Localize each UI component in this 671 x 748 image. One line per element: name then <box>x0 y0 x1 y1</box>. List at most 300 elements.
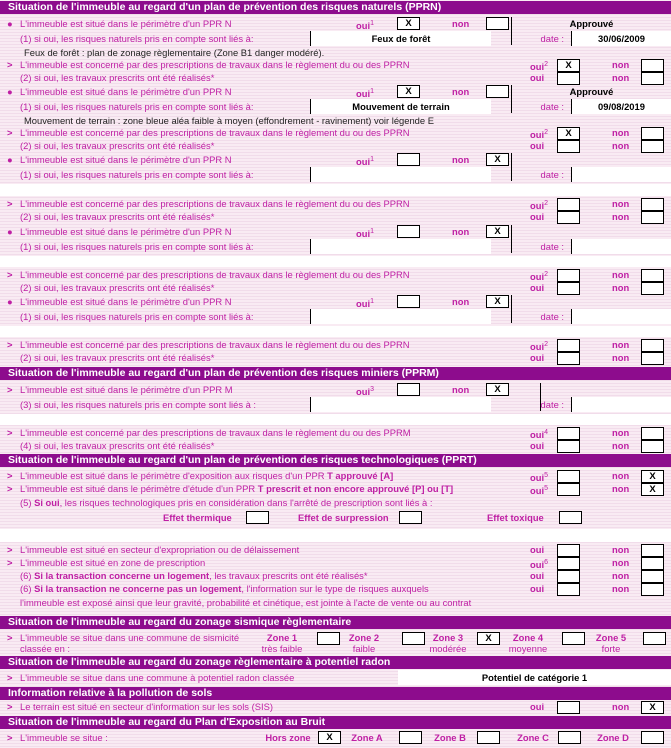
spacer <box>0 326 671 337</box>
pprn-presc-label: L'immeuble est concerné par des prescriptions de travaux dans le règlement du ou des PPRN <box>20 127 410 138</box>
checkbox-non[interactable]: X <box>486 295 509 308</box>
bruit-label: L'immeuble se situe : <box>20 732 108 743</box>
oui-label <box>356 383 374 398</box>
pprn-situe-label: L'immeuble est situé dans le périmètre d'un PPR N <box>20 18 232 29</box>
note-text: Feux de forêt : plan de zonage règlementaire (Zone B1 danger modéré). <box>24 47 325 58</box>
chevron-icon: > <box>7 384 13 395</box>
checkbox-non[interactable]: X <box>486 225 509 238</box>
pprn-b5-presc-row <box>0 339 671 351</box>
non-label: non <box>612 701 630 712</box>
label-post: , l'information sur le type de risques auxquels <box>241 583 429 594</box>
checkbox-non[interactable] <box>641 339 664 352</box>
transaction-logement-label <box>20 570 368 582</box>
pprn-risks-label: (1) si oui, les risques naturels pris en compte sont liés à: <box>20 241 254 252</box>
label-pre: (5) <box>20 497 35 508</box>
label-bold: Si la transaction concerne un logement <box>34 570 210 581</box>
pprn-b1-risks-row <box>0 31 671 46</box>
checkbox-oui[interactable] <box>557 557 580 570</box>
label-post: , les travaux prescrits ont été réalisés* <box>209 570 368 581</box>
pprn-b1-real-row <box>0 72 671 84</box>
checkbox-non[interactable] <box>641 72 664 85</box>
checkbox-non[interactable]: X <box>486 153 509 166</box>
checkbox-effet-toxique[interactable] <box>559 511 582 524</box>
checkbox-oui[interactable] <box>557 583 580 596</box>
status-approved: Approuvé <box>569 86 614 97</box>
zone-prescription-label: L'immeuble est situé en zone de prescription <box>20 557 206 568</box>
checkbox-oui[interactable] <box>557 483 580 496</box>
chevron-icon: > <box>7 632 13 643</box>
section-header-sismique: Situation de l'immeuble au regard du zonage sismique règlementaire <box>0 616 671 629</box>
chevron-icon: > <box>7 557 13 568</box>
pprt-si-oui-label <box>20 497 432 509</box>
checkbox-oui[interactable]: X <box>397 17 420 30</box>
checkbox-non[interactable] <box>641 269 664 282</box>
checkbox-non[interactable]: X <box>641 470 664 483</box>
checkbox-oui[interactable] <box>557 544 580 557</box>
date-field[interactable] <box>571 239 671 254</box>
pprn-real-label: (2) si oui, les travaux prescrits ont été réalisés* <box>20 282 215 293</box>
footnote-2: 2 <box>544 61 548 68</box>
checkbox-non[interactable]: X <box>486 383 509 396</box>
checkbox-non[interactable] <box>641 127 664 140</box>
sis-label: Le terrain est situé en secteur d'information sur les sols (SIS) <box>20 701 273 712</box>
zone-a-label: Zone A <box>351 732 383 743</box>
footnote-4: 4 <box>544 429 548 436</box>
pprt-transaction-non-logement-row <box>0 583 671 595</box>
pprn-b1-presc-row <box>0 59 671 71</box>
zone3-level: modérée <box>429 643 467 654</box>
oui-text: oui <box>356 20 371 31</box>
label-bold: T prescrit et non encore approuvé [P] ou [T] <box>257 483 454 494</box>
oui-text: oui <box>530 129 545 140</box>
footnote-6: 6 <box>544 559 548 566</box>
pprn-risks-label: (1) si oui, les risques naturels pris en compte sont liés à: <box>20 101 254 112</box>
pprt-continuation-row <box>0 597 671 608</box>
date-label: date : <box>540 399 564 410</box>
pprn-real-label: (2) si oui, les travaux prescrits ont été réalisés* <box>20 140 215 151</box>
non-label: non <box>612 352 630 363</box>
footnote-1: 1 <box>370 20 374 27</box>
oui-label: oui <box>530 440 545 451</box>
chevron-icon: > <box>7 427 13 438</box>
oui-text: oui <box>356 88 371 99</box>
pprn-b4-real-row <box>0 282 671 294</box>
checkbox-oui[interactable] <box>557 701 580 714</box>
pprn-situe-label: L'immeuble est situé dans le périmètre d'un PPR N <box>20 226 232 237</box>
footnote-5: 5 <box>544 472 548 479</box>
date-label: date : <box>540 311 564 322</box>
spacer <box>0 184 671 196</box>
chevron-icon: > <box>7 59 13 70</box>
pprn-situe-label: L'immeuble est situé dans le périmètre d'un PPR N <box>20 86 232 97</box>
checkbox-oui[interactable] <box>557 570 580 583</box>
checkbox-non[interactable] <box>641 211 664 224</box>
bullet-icon: ● <box>7 18 13 29</box>
footnote-2: 2 <box>544 129 548 136</box>
pprm-situe-label: L'immeuble est situé dans le périmètre d'un PPR M <box>20 384 233 395</box>
pprt-effets-row <box>0 511 671 526</box>
checkbox-non[interactable] <box>641 583 664 596</box>
checkbox-oui[interactable] <box>557 339 580 352</box>
zone2-level: faible <box>352 643 376 654</box>
date-field[interactable]: 30/06/2009 <box>571 31 671 46</box>
section-header-radon: Situation de l'immeuble au regard du zonage règlementaire à potentiel radon <box>0 656 671 669</box>
non-label: non <box>612 557 630 568</box>
oui-label <box>530 427 548 441</box>
pprt-prescrit-label <box>20 483 453 495</box>
oui-label: oui <box>530 211 545 222</box>
pprn-risks-label: (1) si oui, les risques naturels pris en compte sont liés à: <box>20 311 254 322</box>
oui-label <box>530 59 548 73</box>
checkbox-non[interactable] <box>641 140 664 153</box>
pprt-zone-prescription-row <box>0 557 671 569</box>
pprt-approuve-row <box>0 470 671 482</box>
pprm-real-row <box>0 440 671 452</box>
pprm-real-label: (4) si oui, les travaux prescrits ont été réalisés* <box>20 440 215 451</box>
checkbox-oui[interactable] <box>557 140 580 153</box>
checkbox-non[interactable] <box>641 570 664 583</box>
non-label: non <box>452 226 470 237</box>
oui-label <box>356 153 374 168</box>
zone-d-label: Zone D <box>597 732 629 743</box>
checkbox-oui[interactable] <box>557 440 580 453</box>
pprn-b3-real-row <box>0 211 671 223</box>
date-field[interactable] <box>571 167 671 182</box>
oui-label: oui <box>530 570 545 581</box>
non-label: non <box>612 127 630 138</box>
pprn-presc-label: L'immeuble est concerné par des prescriptions de travaux dans le règlement du ou des PPRN <box>20 339 410 350</box>
oui-label <box>530 470 548 484</box>
oui-label <box>530 269 548 283</box>
chevron-icon: > <box>7 544 13 555</box>
checkbox-oui[interactable] <box>557 282 580 295</box>
checkbox-non[interactable] <box>641 427 664 440</box>
checkbox-oui[interactable] <box>397 383 420 396</box>
pprt-transaction-logement-row <box>0 570 671 582</box>
pprn-real-label: (2) si oui, les travaux prescrits ont été réalisés* <box>20 72 215 83</box>
pprn-b4-presc-row <box>0 269 671 281</box>
radon-row <box>0 670 671 685</box>
pprm-situe-row <box>0 383 671 396</box>
sismique-row <box>0 632 671 654</box>
risk-value-field[interactable] <box>310 167 491 182</box>
pprn-b3-risks-row <box>0 167 671 182</box>
pprn-b2-presc-row <box>0 127 671 139</box>
checkbox-non[interactable] <box>641 282 664 295</box>
non-label: non <box>612 59 630 70</box>
checkbox-zone1[interactable] <box>317 632 340 645</box>
section-header-pollution: Information relative à la pollution de sols <box>0 687 671 700</box>
chevron-icon: > <box>7 127 13 138</box>
chevron-icon: > <box>7 732 13 743</box>
oui-text: oui <box>530 485 545 496</box>
checkbox-zone5[interactable] <box>643 632 666 645</box>
oui-label: oui <box>530 282 545 293</box>
chevron-icon: > <box>7 483 13 494</box>
effet-surpression-label: Effet de surpression <box>298 512 389 523</box>
oui-label <box>356 17 374 32</box>
non-label: non <box>452 384 470 395</box>
pprn-b2-situe-row <box>0 85 671 98</box>
oui-label: oui <box>530 701 545 712</box>
bullet-icon: ● <box>7 154 13 165</box>
checkbox-non[interactable]: X <box>641 701 664 714</box>
oui-label <box>530 483 548 497</box>
oui-label <box>356 225 374 240</box>
non-label: non <box>612 269 630 280</box>
expropriation-label: L'immeuble est situé en secteur d'expropriation ou de délaissement <box>20 544 300 555</box>
date-field[interactable]: 09/08/2019 <box>571 99 671 114</box>
date-label: date : <box>540 33 564 44</box>
continuation-text: l'immeuble est exposé ainsi que leur gravité, probabilité et cinétique, est jointe à l'acte de vente ou au contrat <box>20 597 472 608</box>
checkbox-non[interactable] <box>486 85 509 98</box>
pprt-prescrit-row <box>0 483 671 495</box>
checkbox-oui[interactable] <box>557 198 580 211</box>
label-bold: Si oui <box>34 497 60 508</box>
checkbox-zone3[interactable]: X <box>477 632 500 645</box>
checkbox-oui[interactable]: X <box>557 59 580 72</box>
sis-row <box>0 701 671 713</box>
checkbox-non[interactable] <box>486 17 509 30</box>
checkbox-oui[interactable]: X <box>557 127 580 140</box>
pprt-expropriation-row <box>0 544 671 556</box>
checkbox-oui[interactable]: X <box>397 85 420 98</box>
oui-label <box>530 339 548 353</box>
date-label: date : <box>540 101 564 112</box>
checkbox-zone4[interactable] <box>562 632 585 645</box>
effet-toxique-label: Effet toxique <box>487 512 544 523</box>
non-label: non <box>612 440 630 451</box>
zone1-level: très faible <box>261 643 303 654</box>
spacer <box>0 529 671 542</box>
pprn-b3-presc-row <box>0 198 671 210</box>
oui-label: oui <box>530 544 545 555</box>
pprn-risks-label: (1) si oui, les risques naturels pris en compte sont liés à: <box>20 33 254 44</box>
checkbox-effet-surpression[interactable] <box>399 511 422 524</box>
oui-label: oui <box>530 583 545 594</box>
footnote-1: 1 <box>370 228 374 235</box>
risk-value-field[interactable] <box>310 397 491 412</box>
footnote-1: 1 <box>370 298 374 305</box>
oui-text: oui <box>530 429 545 440</box>
label-pre: L'immeuble est situé dans le périmètre d'étude d'un PPR <box>20 483 258 494</box>
bullet-icon: ● <box>7 296 13 307</box>
oui-label: oui <box>530 352 545 363</box>
checkbox-hors-zone[interactable]: X <box>318 731 341 744</box>
oui-label: oui <box>530 72 545 83</box>
date-field[interactable] <box>571 309 671 324</box>
checkbox-oui[interactable] <box>557 72 580 85</box>
pprn-situe-label: L'immeuble est situé dans le périmètre d'un PPR N <box>20 296 232 307</box>
label-bold: Si la transaction ne concerne pas un logement <box>34 583 242 594</box>
checkbox-zone-c[interactable] <box>558 731 581 744</box>
label-pre: (6) <box>20 583 35 594</box>
date-label: date : <box>540 241 564 252</box>
checkbox-zone-a[interactable] <box>399 731 422 744</box>
checkbox-zone-b[interactable] <box>477 731 500 744</box>
pprn-real-label: (2) si oui, les travaux prescrits ont été réalisés* <box>20 211 215 222</box>
risk-value-field[interactable] <box>310 239 491 254</box>
risk-value-field[interactable]: Mouvement de terrain <box>310 99 491 114</box>
risk-value-field[interactable] <box>310 309 491 324</box>
footnote-1: 1 <box>370 156 374 163</box>
oui-label <box>530 127 548 141</box>
pprm-presc-row <box>0 427 671 439</box>
checkbox-non[interactable]: X <box>641 483 664 496</box>
checkbox-oui[interactable] <box>397 225 420 238</box>
checkbox-non[interactable] <box>641 59 664 72</box>
zone5-label: Zone 5 <box>595 632 627 643</box>
non-label: non <box>612 339 630 350</box>
date-field[interactable] <box>571 397 671 412</box>
non-label: non <box>452 18 470 29</box>
checkbox-oui[interactable] <box>557 269 580 282</box>
non-label: non <box>612 72 630 83</box>
checkbox-zone-d[interactable] <box>641 731 664 744</box>
non-label: non <box>612 427 630 438</box>
zone-b-label: Zone B <box>434 732 466 743</box>
pprn-b2-real-row <box>0 140 671 152</box>
oui-text: oui <box>356 298 371 309</box>
zone1-label: Zone 1 <box>266 632 298 643</box>
sismique-label-2: classée en : <box>20 643 71 654</box>
pprn-b5-situe-row <box>0 295 671 308</box>
pprn-presc-label: L'immeuble est concerné par des prescriptions de travaux dans le règlement du ou des PPRN <box>20 198 410 209</box>
pprn-risks-label: (1) si oui, les risques naturels pris en compte sont liés à: <box>20 169 254 180</box>
checkbox-non[interactable] <box>641 198 664 211</box>
checkbox-oui[interactable] <box>557 211 580 224</box>
status-approved: Approuvé <box>569 18 614 29</box>
non-label: non <box>612 570 630 581</box>
pprt-si-oui-row <box>0 497 671 509</box>
oui-text: oui <box>530 61 545 72</box>
pprm-risks-label: (3) si oui, les risques naturels pris en compte sont liés à : <box>20 399 257 410</box>
oui-text: oui <box>530 341 545 352</box>
zone4-level: moyenne <box>508 643 548 654</box>
section-header-pprt: Situation de l'immeuble au regard d'un plan de prévention des risques technologiques (PPRT) <box>0 454 671 467</box>
hors-zone-label: Hors zone <box>265 732 311 743</box>
footnote-2: 2 <box>544 271 548 278</box>
checkbox-oui[interactable] <box>397 153 420 166</box>
oui-label <box>530 557 548 571</box>
pprn-b4-risks-row <box>0 239 671 254</box>
risk-value-field[interactable]: Feux de forêt <box>310 31 491 46</box>
checkbox-effet-thermique[interactable] <box>246 511 269 524</box>
chevron-icon: > <box>7 672 13 683</box>
oui-label <box>356 85 374 100</box>
oui-text: oui <box>530 271 545 282</box>
pprm-presc-label: L'immeuble est concerné par des prescriptions de travaux dans le règlement du ou des PPRM <box>20 427 411 438</box>
non-label: non <box>612 583 630 594</box>
checkbox-oui[interactable] <box>557 352 580 365</box>
oui-text: oui <box>530 559 545 570</box>
zone4-label: Zone 4 <box>512 632 544 643</box>
oui-text: oui <box>530 200 545 211</box>
oui-text: oui <box>356 386 371 397</box>
oui-text: oui <box>530 472 545 483</box>
footnote-1: 1 <box>370 88 374 95</box>
checkbox-zone2[interactable] <box>402 632 425 645</box>
pprt-approuve-label <box>20 470 393 482</box>
section-header-bruit: Situation de l'immeuble au regard du Plan d'Exposition au Bruit <box>0 716 671 729</box>
sismique-label-1: L'immeuble se situe dans une commune de sismicité <box>20 632 240 643</box>
footnote-3: 3 <box>370 386 374 393</box>
oui-label <box>530 198 548 212</box>
spacer <box>0 256 671 267</box>
date-label: date : <box>540 169 564 180</box>
pprn-b4-situe-row <box>0 225 671 238</box>
label-pre: L'immeuble est situé dans le périmètre d'exposition aux risques d'un PPR <box>20 470 328 481</box>
footnote-2: 2 <box>544 200 548 207</box>
bullet-icon: ● <box>7 86 13 97</box>
radon-label: L'immeuble se situe dans une commune à potentiel radon classée <box>20 672 295 683</box>
section-header-pprn: Situation de l'immeuble au regard d'un plan de prévention des risques naturels (PPRN) <box>0 1 671 14</box>
checkbox-non[interactable] <box>641 440 664 453</box>
oui-label: oui <box>530 140 545 151</box>
checkbox-non[interactable] <box>641 557 664 570</box>
checkbox-non[interactable] <box>641 544 664 557</box>
checkbox-non[interactable] <box>641 352 664 365</box>
pprn-b1-situe-row <box>0 17 671 30</box>
pprn-b5-risks-row <box>0 309 671 324</box>
non-label: non <box>452 154 470 165</box>
footnote-5: 5 <box>544 485 548 492</box>
pprn-presc-label: L'immeuble est concerné par des prescriptions de travaux dans le règlement du ou des PPRN <box>20 59 410 70</box>
checkbox-oui[interactable] <box>397 295 420 308</box>
bruit-row <box>0 731 671 745</box>
oui-text: oui <box>356 156 371 167</box>
zone2-label: Zone 2 <box>348 632 380 643</box>
checkbox-oui[interactable] <box>557 427 580 440</box>
chevron-icon: > <box>7 701 13 712</box>
non-label: non <box>612 140 630 151</box>
non-label: non <box>612 211 630 222</box>
footnote-2: 2 <box>544 341 548 348</box>
chevron-icon: > <box>7 198 13 209</box>
note-text: Mouvement de terrain : zone bleue aléa faible à moyen (effondrement - ravinement) voir légende E <box>24 115 434 126</box>
non-label: non <box>612 282 630 293</box>
non-label: non <box>612 544 630 555</box>
transaction-non-logement-label <box>20 583 429 595</box>
non-label: non <box>612 470 630 481</box>
pprn-presc-label: L'immeuble est concerné par des prescriptions de travaux dans le règlement du ou des PPRN <box>20 269 410 280</box>
non-label: non <box>452 86 470 97</box>
pprn-b2-note-row <box>0 115 671 126</box>
non-label: non <box>452 296 470 307</box>
section-header-pprm: Situation de l'immeuble au regard d'un plan de prévention des risques miniers (PPRM) <box>0 367 671 380</box>
radon-category-field[interactable]: Potentiel de catégorie 1 <box>398 670 671 685</box>
effet-thermique-label: Effet thermique <box>163 512 232 523</box>
bullet-icon: ● <box>7 226 13 237</box>
pprn-b5-real-row <box>0 352 671 364</box>
pprn-b2-risks-row <box>0 99 671 114</box>
non-label: non <box>612 483 630 494</box>
oui-text: oui <box>356 228 371 239</box>
zone-c-label: Zone C <box>517 732 549 743</box>
zone5-level: forte <box>601 643 621 654</box>
non-label: non <box>612 198 630 209</box>
zone3-label: Zone 3 <box>432 632 464 643</box>
label-post: , les risques technologiques pris en considération dans l'arrêté de prescription sont liés à : <box>59 497 433 508</box>
pprn-situe-label: L'immeuble est situé dans le périmètre d'un PPR N <box>20 154 232 165</box>
chevron-icon: > <box>7 470 13 481</box>
spacer <box>0 414 671 425</box>
chevron-icon: > <box>7 339 13 350</box>
checkbox-oui[interactable] <box>557 470 580 483</box>
label-bold: T approuvé [A] <box>327 470 394 481</box>
chevron-icon: > <box>7 269 13 280</box>
pprm-risks-row <box>0 397 671 412</box>
